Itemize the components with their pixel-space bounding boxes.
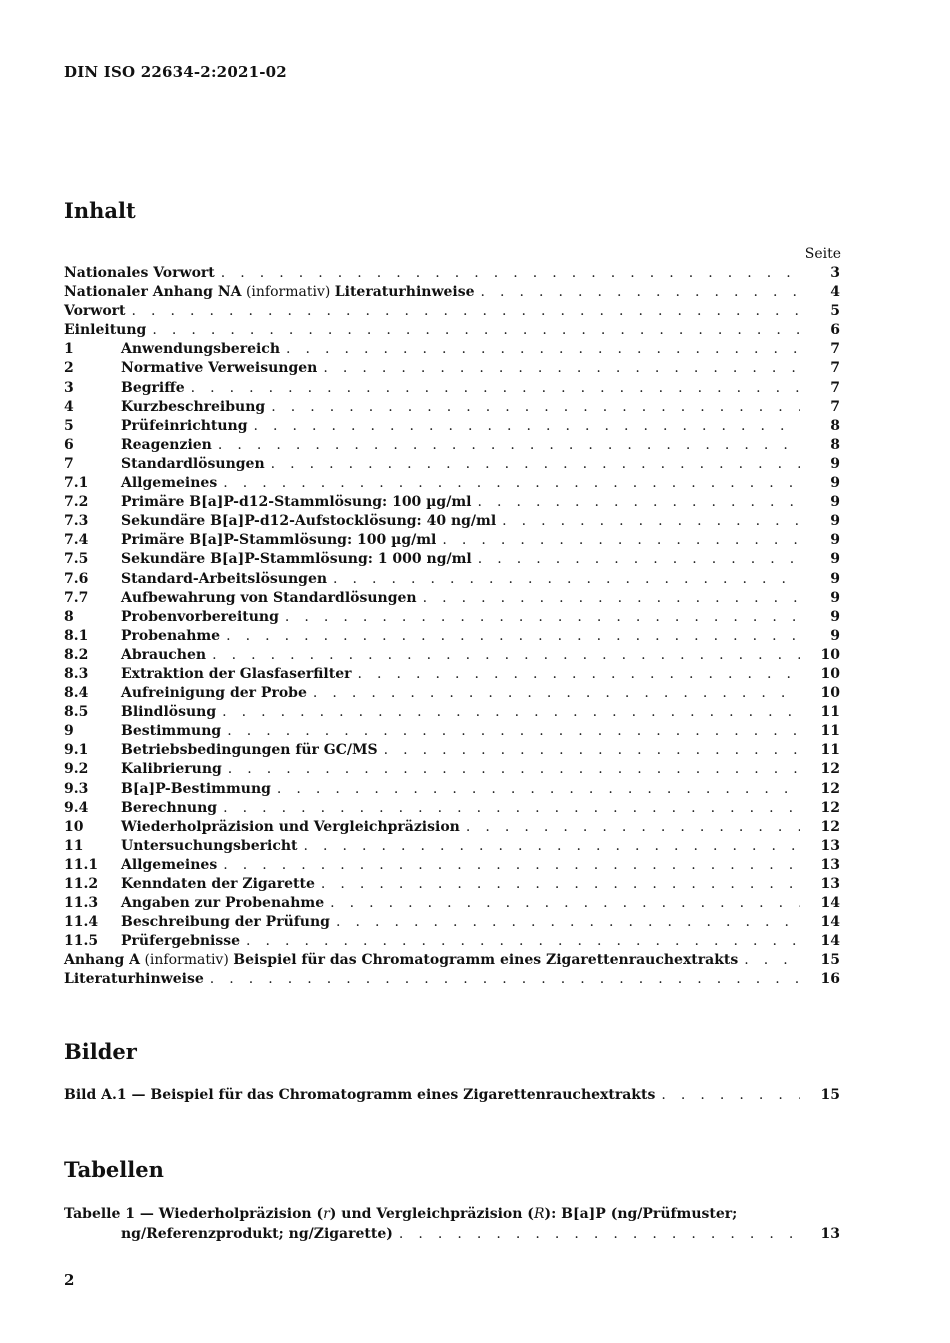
toc-entry-title: [121, 665, 352, 684]
table-entry[interactable]: [64, 1204, 840, 1244]
toc-entry-number: 6: [64, 436, 74, 453]
toc-entry-title: [121, 684, 307, 703]
toc-entry-page: 9: [830, 627, 840, 644]
toc-entry-number: 7.6: [64, 570, 89, 587]
toc-entry-title: [64, 264, 215, 283]
toc-entry-page: 9: [830, 494, 840, 511]
toc-title-text: Reagenzien: [121, 436, 212, 453]
toc-title-text: Blindlösung: [121, 704, 217, 721]
toc-entry[interactable]: [64, 875, 840, 894]
toc-entry-number: 8.2: [64, 646, 89, 663]
toc-entry-title: [121, 875, 315, 894]
dot-leader: [661, 1086, 800, 1105]
toc-entry[interactable]: [64, 455, 840, 474]
toc-title-text: Extraktion der Glasfaserfilter: [121, 665, 352, 682]
toc-title-text: Beschreibung der Prüfung: [121, 914, 330, 931]
toc-title-text: Angaben zur Probenahme: [121, 895, 325, 912]
toc-entry[interactable]: [64, 589, 840, 608]
dot-leader: [478, 550, 800, 569]
dot-leader: [226, 627, 800, 646]
toc-entry[interactable]: [64, 531, 840, 550]
toc-entry-number: 8: [64, 608, 74, 625]
toc-entry-title: [64, 321, 146, 340]
dot-leader: [744, 951, 800, 970]
toc-title-text: Aufbewahrung von Standardlösungen: [121, 589, 417, 606]
toc-title-text: Abrauchen: [121, 646, 207, 663]
toc-entry[interactable]: [64, 951, 840, 970]
toc-entry[interactable]: [64, 970, 840, 989]
toc-entry-number: 7: [64, 455, 74, 472]
toc-entry-number: 4: [64, 398, 74, 415]
dot-leader: [330, 894, 800, 913]
toc-entry[interactable]: [64, 379, 840, 398]
toc-entry-title: [121, 359, 317, 378]
dot-leader: [442, 531, 800, 550]
toc-entry-number: 3: [64, 379, 74, 396]
toc-entry[interactable]: [64, 646, 840, 665]
tables-list: [64, 1204, 840, 1244]
toc-entry-title: [64, 970, 204, 989]
toc-entry-title: [121, 799, 217, 818]
toc-entry-number: 7.3: [64, 513, 89, 530]
dot-leader: [212, 646, 800, 665]
toc-entry[interactable]: [64, 894, 840, 913]
toc-title-text: Prüfeinrichtung: [121, 417, 248, 434]
toc-entry-number: 8.1: [64, 627, 89, 644]
figure-page: 15: [820, 1087, 840, 1103]
toc-entry-title: [64, 302, 126, 321]
contents-heading: Inhalt: [64, 198, 136, 223]
dot-leader: [285, 608, 800, 627]
toc-title-text: Probenahme: [121, 627, 221, 644]
dot-leader: [191, 379, 800, 398]
dot-leader: [223, 856, 800, 875]
toc-entry[interactable]: [64, 665, 840, 684]
toc-entry-page: 4: [830, 284, 840, 301]
toc-entry-number: 1: [64, 341, 74, 358]
toc-entry-number: 7.4: [64, 532, 89, 549]
dot-leader: [271, 455, 800, 474]
toc-title-text: Kurzbeschreibung: [121, 398, 266, 415]
toc-entry-number: 7.7: [64, 589, 89, 606]
toc-title-text: Einleitung: [64, 322, 147, 339]
toc-entry-page: 11: [820, 723, 840, 740]
toc-title-text: Untersuchungsbericht: [121, 837, 298, 854]
toc-title-text: Allgemeines: [121, 856, 218, 873]
dot-leader: [502, 512, 800, 531]
toc-entry-number: 9.1: [64, 742, 89, 759]
toc-entry-title: [121, 818, 460, 837]
symbol-R: R: [533, 1206, 545, 1222]
dot-leader: [271, 398, 800, 417]
figure-title: Bild A.1 — Beispiel für das Chromatogramm eines Zigarettenrauchextrakts: [64, 1087, 656, 1103]
dot-leader: [222, 703, 800, 722]
toc-entry-title: [121, 398, 265, 417]
toc-entry-page: 13: [820, 837, 840, 854]
toc-title-text: Literaturhinweise: [334, 284, 475, 301]
toc-entry-number: 7.1: [64, 475, 89, 492]
dot-leader: [277, 780, 800, 799]
toc-entry-page: 10: [820, 685, 840, 702]
dot-leader: [333, 570, 800, 589]
toc-entry-page: 5: [830, 303, 840, 320]
dot-leader: [221, 264, 800, 283]
toc-entry-page: 9: [830, 532, 840, 549]
toc-entry-page: 10: [820, 646, 840, 663]
toc-entry-page: 12: [820, 818, 840, 835]
table-title-continued: ng/Referenzprodukt; ng/Zigarette): [121, 1226, 393, 1242]
toc-entry-page: 9: [830, 475, 840, 492]
toc-entry[interactable]: [64, 493, 840, 512]
toc-entry-title: [121, 703, 216, 722]
toc-entry-title: [121, 379, 185, 398]
toc-title-text: Anhang A: [64, 952, 140, 969]
toc-entry[interactable]: [64, 474, 840, 493]
toc-entry-number: 11.5: [64, 933, 99, 950]
toc-entry-number: 7.2: [64, 494, 89, 511]
toc-title-text: Sekundäre B[a]P-Stammlösung: 1 000 ng/ml: [121, 551, 472, 568]
toc-entry-title: [121, 627, 220, 646]
toc-entry-number: 10: [64, 818, 84, 835]
toc-entry-number: 7.5: [64, 551, 89, 568]
toc-entry-title: [121, 589, 417, 608]
toc-title-text: Beispiel für das Chromatogramm eines Zigarettenrauchextrakts: [233, 952, 739, 969]
toc-entry[interactable]: [64, 608, 840, 627]
toc-entry-title: [121, 531, 436, 550]
toc-entry-title: [121, 646, 206, 665]
toc-entry[interactable]: [64, 837, 840, 856]
table-title-part: ): B[a]P (ng/Prüfmuster;: [544, 1206, 738, 1222]
dot-leader: [218, 436, 800, 455]
dot-leader: [384, 741, 800, 760]
dot-leader: [228, 760, 800, 779]
toc-entry-title: [121, 856, 217, 875]
toc-entry-number: 11.2: [64, 876, 99, 892]
dot-leader: [423, 589, 800, 608]
table-entry-line2: [64, 1224, 840, 1244]
toc-title-text: Begriffe: [121, 379, 185, 396]
toc-entry-page: 7: [830, 398, 840, 415]
toc-entry-number: 11.3: [64, 895, 99, 912]
dot-leader: [321, 875, 800, 894]
toc-title-text: Wiederholpräzision und Vergleichpräzision: [121, 818, 460, 835]
toc-entry-number: 2: [64, 360, 74, 377]
toc-entry[interactable]: [64, 283, 840, 302]
toc-entry-page: 14: [820, 895, 840, 912]
toc-entry-page: 7: [830, 341, 840, 358]
toc-title-text: Anwendungsbereich: [121, 341, 280, 358]
toc-entry[interactable]: [64, 321, 840, 340]
toc-title-text: Standard-Arbeitslösungen: [121, 570, 328, 587]
toc-entry-number: 9.3: [64, 780, 89, 797]
toc-entry-page: 14: [820, 914, 840, 931]
toc-entry-page: 9: [830, 513, 840, 530]
toc-entry-page: 13: [820, 856, 840, 873]
dot-leader: [132, 302, 800, 321]
tables-heading: Tabellen: [64, 1157, 164, 1182]
toc-entry-title: [121, 455, 265, 474]
toc-entry-page: 10: [820, 665, 840, 682]
table-entry-line1: [64, 1204, 840, 1224]
toc-entry[interactable]: [64, 340, 840, 359]
toc-entry[interactable]: [64, 627, 840, 646]
toc-entry-page: 8: [830, 417, 840, 434]
toc-entry[interactable]: [64, 359, 840, 378]
toc-entry[interactable]: [64, 913, 840, 932]
toc-entry-page: 12: [820, 761, 840, 778]
dot-leader: [227, 722, 800, 741]
toc-title-text: Nationales Vorwort: [64, 265, 215, 281]
toc-entry-page: 12: [820, 799, 840, 816]
toc-entry-title: [121, 741, 378, 760]
toc-entry-page: 9: [830, 570, 840, 587]
toc-entry[interactable]: [64, 760, 840, 779]
page-column-label: Seite: [804, 246, 841, 262]
toc-entry-number: 9.2: [64, 761, 89, 778]
toc-title-text: Aufreinigung der Probe: [121, 685, 307, 702]
toc-entry-page: 16: [820, 971, 840, 988]
dot-leader: [323, 359, 800, 378]
toc-entry-page: 13: [820, 876, 840, 892]
toc-entry[interactable]: [64, 264, 840, 283]
toc-entry-title: [121, 493, 471, 512]
page-number: 2: [64, 1271, 75, 1289]
toc-entry[interactable]: [64, 856, 840, 875]
toc-title-text: Nationaler Anhang NA: [64, 284, 242, 301]
toc-entry[interactable]: [64, 741, 840, 760]
toc-entry-title: [121, 780, 271, 799]
toc-title-text: Standardlösungen: [121, 455, 265, 472]
table-of-contents: [64, 264, 840, 990]
informative-label: (informativ): [140, 952, 234, 969]
toc-title-text: Berechnung: [121, 799, 218, 816]
informative-label: (informativ): [241, 284, 335, 301]
toc-title-text: Primäre B[a]P-Stammlösung: 100 µg/ml: [121, 532, 437, 549]
toc-entry[interactable]: [64, 302, 840, 321]
dot-leader: [313, 684, 800, 703]
toc-title-text: Vorwort: [64, 303, 126, 320]
symbol-r: r: [323, 1206, 330, 1222]
toc-entry-title: [64, 951, 738, 970]
toc-entry[interactable]: [64, 417, 840, 436]
dot-leader: [286, 340, 800, 359]
toc-entry-title: [121, 550, 472, 569]
dot-leader: [152, 321, 800, 340]
dot-leader: [477, 493, 800, 512]
toc-entry-title: [121, 913, 330, 932]
toc-entry-title: [121, 474, 217, 493]
table-page: 13: [820, 1226, 840, 1242]
toc-entry-page: 15: [820, 952, 840, 969]
toc-entry-number: 11.4: [64, 914, 99, 931]
dot-leader: [223, 799, 800, 818]
toc-entry-number: 8.5: [64, 704, 89, 721]
toc-entry-title: [121, 570, 327, 589]
toc-entry-title: [64, 283, 475, 302]
dot-leader: [246, 932, 800, 951]
toc-entry-page: 7: [830, 360, 840, 377]
toc-entry[interactable]: [64, 512, 840, 531]
toc-entry-page: 11: [820, 704, 840, 721]
toc-title-text: Sekundäre B[a]P-d12-Aufstocklösung: 40 ng/ml: [121, 513, 497, 530]
toc-entry-number: 9.4: [64, 799, 89, 816]
toc-entry-page: 11: [820, 742, 840, 759]
toc-entry-page: 9: [830, 608, 840, 625]
toc-entry-page: 9: [830, 551, 840, 568]
toc-entry-number: 5: [64, 417, 74, 434]
toc-entry-page: 6: [830, 322, 840, 339]
toc-entry[interactable]: [64, 550, 840, 569]
toc-entry-title: [121, 417, 248, 436]
toc-entry-title: [121, 722, 221, 741]
dot-leader: [210, 970, 800, 989]
toc-entry[interactable]: [64, 932, 840, 951]
toc-entry[interactable]: [64, 818, 840, 837]
toc-entry-title: [121, 608, 279, 627]
toc-entry[interactable]: [64, 703, 840, 722]
toc-title-text: Allgemeines: [121, 475, 218, 492]
toc-entry-title: [121, 932, 240, 951]
dot-leader: [304, 837, 801, 856]
toc-entry[interactable]: [64, 684, 840, 703]
dot-leader: [223, 474, 800, 493]
dot-leader: [399, 1224, 800, 1243]
toc-entry-title: [121, 894, 324, 913]
toc-entry[interactable]: [64, 799, 840, 818]
toc-title-text: Bestimmung: [121, 723, 222, 740]
dot-leader: [481, 283, 800, 302]
toc-entry-page: 9: [830, 589, 840, 606]
toc-entry-title: [121, 512, 496, 531]
figure-entry[interactable]: [64, 1086, 840, 1105]
table-title-part: Tabelle 1 — Wiederholpräzision (: [64, 1206, 324, 1222]
toc-title-text: Probenvorbereitung: [121, 608, 279, 625]
toc-entry-number: 11: [64, 837, 84, 854]
toc-entry-page: 7: [830, 379, 840, 396]
toc-entry[interactable]: [64, 780, 840, 799]
dot-leader: [336, 913, 800, 932]
toc-title-text: Literaturhinweise: [64, 971, 204, 988]
toc-entry[interactable]: [64, 398, 840, 417]
toc-title-text: Kalibrierung: [121, 761, 222, 778]
toc-entry-page: 9: [830, 455, 840, 472]
document-id: DIN ISO 22634-2:2021-02: [64, 63, 287, 81]
toc-entry-number: 11.1: [64, 856, 99, 873]
toc-title-text: Betriebsbedingungen für GC/MS: [121, 742, 378, 759]
toc-title-text: Primäre B[a]P-d12-Stammlösung: 100 µg/ml: [121, 494, 472, 511]
toc-entry-page: 3: [830, 265, 840, 281]
dot-leader: [358, 665, 801, 684]
table-title-part: ) und Vergleichpräzision (: [329, 1206, 534, 1222]
toc-title-text: Normative Verweisungen: [121, 360, 318, 377]
toc-entry-title: [121, 436, 212, 455]
toc-entry[interactable]: [64, 436, 840, 455]
toc-entry-title: [121, 837, 298, 856]
figures-list: [64, 1086, 840, 1105]
toc-entry-page: 14: [820, 933, 840, 950]
toc-title-text: B[a]P-Bestimmung: [121, 780, 271, 797]
toc-entry[interactable]: [64, 722, 840, 741]
toc-title-text: Kenndaten der Zigarette: [121, 876, 315, 892]
toc-entry-number: 8.4: [64, 685, 89, 702]
toc-entry-page: 8: [830, 436, 840, 453]
figures-heading: Bilder: [64, 1039, 137, 1064]
dot-leader: [466, 818, 800, 837]
dot-leader: [254, 417, 800, 436]
toc-entry-title: [121, 340, 280, 359]
toc-entry-title: [121, 760, 222, 779]
toc-title-text: Prüfergebnisse: [121, 933, 241, 950]
toc-entry-number: 9: [64, 723, 74, 740]
toc-entry-number: 8.3: [64, 665, 89, 682]
toc-entry-page: 12: [820, 780, 840, 797]
toc-entry[interactable]: [64, 570, 840, 589]
